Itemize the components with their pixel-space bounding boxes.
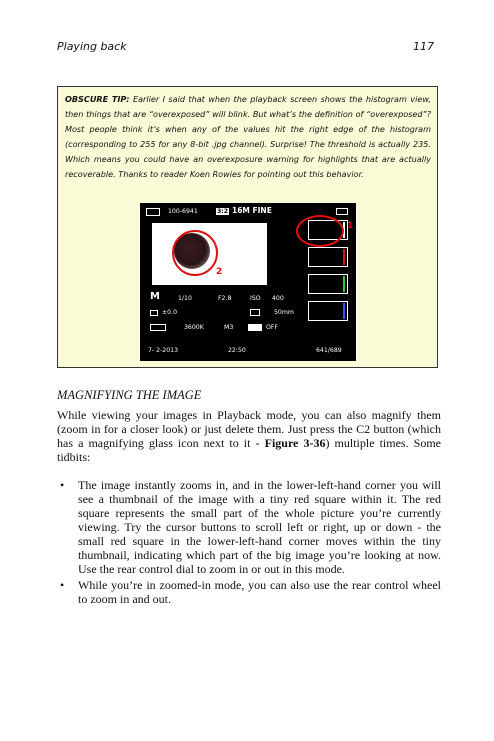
intro-paragraph xyxy=(57,408,441,464)
shutter-speed: 1/10 xyxy=(178,295,192,302)
aperture: F2.8 xyxy=(218,295,232,302)
callout-label-2: 2 xyxy=(216,267,223,277)
list-item-text: While you’re in zoomed-in mode, you can also use the rear control wheel to zoom in and out. xyxy=(78,578,441,606)
dro-icon xyxy=(248,324,262,331)
chapter-title: Playing back xyxy=(57,40,127,53)
capture-time: 22:50 xyxy=(228,347,246,354)
metering-icon xyxy=(250,309,260,316)
histogram-blue xyxy=(308,301,348,321)
exposure-comp-icon xyxy=(150,310,158,316)
tip-body: Earlier I said that when the playback screen shows the histogram view, then things that are “overexposed” will blink. But what’s the definition of “overexposed”? Most people think it’s when any of the values hit the right edge of the histogram (corresponding to 255 for any 8-bit .jpg channel). Surprise! The threshold is actually 235. Which means you could have an overexposure warning for highlights that are actually recoverable. Thanks to reader Koen Rowies for pointing out this behavior. xyxy=(65,94,432,179)
page-header xyxy=(57,40,434,58)
bullet-icon: • xyxy=(60,578,65,592)
tidbit-list xyxy=(57,478,441,608)
list-item xyxy=(57,478,441,576)
capture-date: 7- 2-2013 xyxy=(148,347,179,354)
size-quality: 16M FINE xyxy=(232,206,272,215)
file-number: 100-6941 xyxy=(168,208,198,215)
iso-value: 400 xyxy=(272,295,284,302)
white-balance: 3600K xyxy=(184,324,204,331)
section-title: MAGNIFYING THE IMAGE xyxy=(57,388,202,402)
camera-playback-screen xyxy=(140,203,356,361)
intro-text-before: While viewing your images in Playback mode, you can also magnify them (zoom in for a closer look) or just delete them. Just press the C2 button (which has a magnifying glass icon next to it - xyxy=(57,408,441,450)
drive-mode-icon xyxy=(150,324,166,331)
intro-text-after: ) multiple times. Some tidbits: xyxy=(57,436,441,464)
shooting-mode: M xyxy=(150,291,160,302)
battery-icon xyxy=(336,208,348,215)
list-item xyxy=(57,578,441,606)
tip-label: OBSCURE TIP: xyxy=(65,94,130,104)
image-counter: 641/689 xyxy=(316,347,342,354)
callout-circle-1 xyxy=(296,215,344,247)
iso-label: ISO xyxy=(250,295,261,302)
callout-circle-2 xyxy=(172,230,218,276)
aspect-ratio: 3:2 xyxy=(217,208,229,215)
dro-value: OFF xyxy=(266,324,278,331)
callout-label-1: 1 xyxy=(347,221,354,231)
histogram-red xyxy=(308,247,348,267)
card-icon xyxy=(146,208,160,216)
metering: M3 xyxy=(224,324,234,331)
exposure-comp: ±0.0 xyxy=(162,309,178,316)
bullet-icon: • xyxy=(60,478,65,492)
page-number: 117 xyxy=(413,40,434,53)
focal-length: 50mm xyxy=(274,309,294,316)
list-item-text: The image instantly zooms in, and in the lower-left-hand corner you will see a thumbnail of the image with a tiny red square within it. The red square represents the small part of the whole picture you’re currently viewing. Try the cursor buttons to scroll left or right, up or down - the small red square in the lower-left-hand corner moves within the tiny thumbnail, indicating which part of the big image you’re looking at now. Use the rear control dial to zoom in or out in this mode. xyxy=(78,478,441,576)
tip-text xyxy=(65,92,431,182)
figure-reference: Figure 3-36 xyxy=(264,436,326,450)
tip-box xyxy=(57,86,438,368)
histogram-green xyxy=(308,274,348,294)
